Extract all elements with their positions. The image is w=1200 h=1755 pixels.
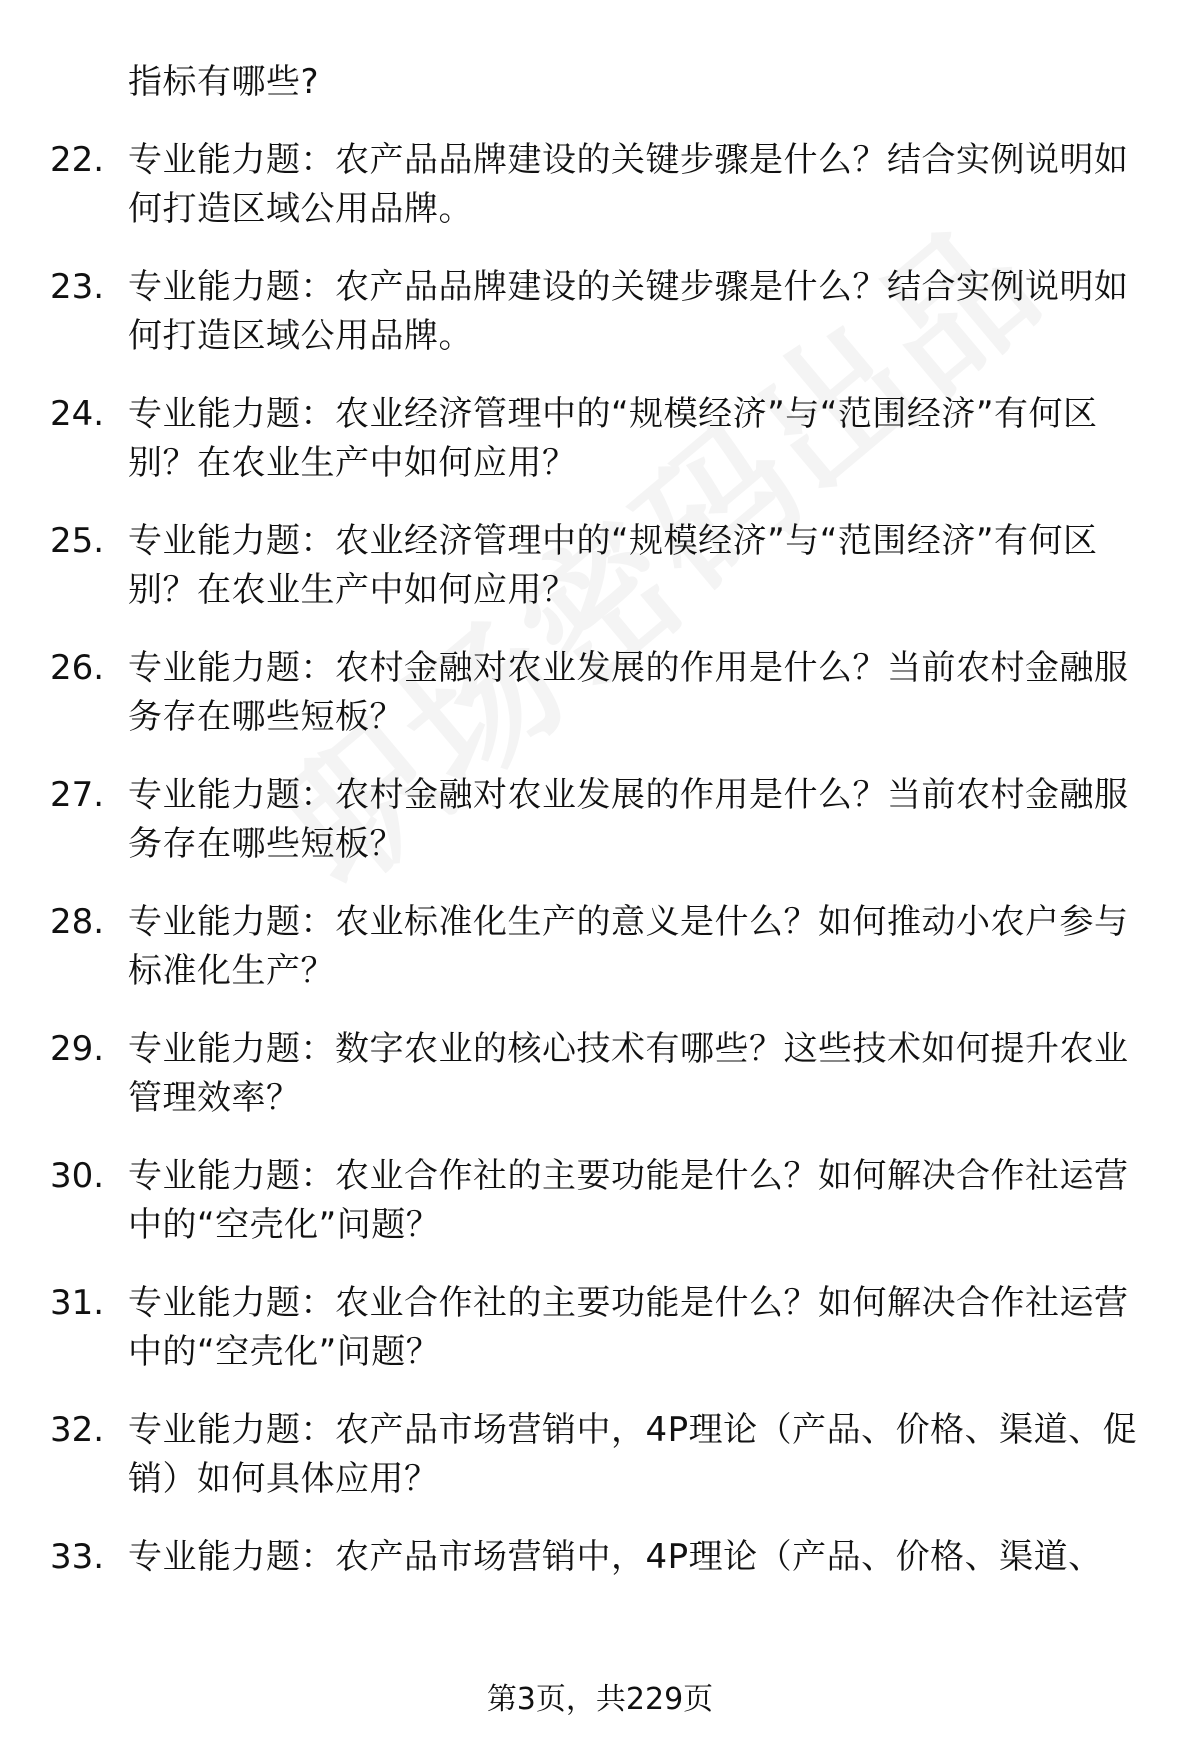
question-number: 32.	[50, 1410, 105, 1450]
question-number: 29.	[50, 1029, 105, 1069]
question-number: 23.	[50, 267, 105, 307]
question-text: 专业能力题：农业标准化生产的意义是什么？如何推动小农户参与标准化生产？	[128, 902, 1129, 991]
list-item	[50, 58, 1140, 107]
list-item	[50, 898, 1140, 996]
question-text: 专业能力题：农业经济管理中的“规模经济”与“范围经济”有何区别？在农业生产中如何应用？	[128, 521, 1098, 610]
question-text: 专业能力题：农产品品牌建设的关键步骤是什么？结合实例说明如何打造区域公用品牌。	[128, 267, 1129, 356]
page-footer: 第3页，共229页	[486, 1682, 714, 1717]
question-number: 24.	[50, 394, 105, 434]
question-text: 专业能力题：数字农业的核心技术有哪些？这些技术如何提升农业管理效率？	[128, 1029, 1129, 1118]
list-item	[50, 1406, 1140, 1504]
question-text: 专业能力题：农业合作社的主要功能是什么？如何解决合作社运营中的“空壳化”问题？	[128, 1283, 1129, 1372]
list-item	[50, 1279, 1140, 1377]
question-text: 专业能力题：农业合作社的主要功能是什么？如何解决合作社运营中的“空壳化”问题？	[128, 1156, 1129, 1245]
list-item	[50, 263, 1140, 361]
list-item	[50, 771, 1140, 869]
question-number: 22.	[50, 140, 105, 180]
question-number: 30.	[50, 1156, 105, 1196]
list-item	[50, 1152, 1140, 1250]
question-text: 专业能力题：农村金融对农业发展的作用是什么？当前农村金融服务存在哪些短板？	[128, 775, 1129, 864]
question-text: 专业能力题：农产品品牌建设的关键步骤是什么？结合实例说明如何打造区域公用品牌。	[128, 140, 1129, 229]
list-item	[50, 136, 1140, 234]
question-number: 31.	[50, 1283, 105, 1323]
question-number: 28.	[50, 902, 105, 942]
list-item	[50, 1025, 1140, 1123]
question-number: 33.	[50, 1537, 105, 1577]
question-number: 25.	[50, 521, 105, 561]
question-list	[50, 58, 1140, 1611]
question-text: 专业能力题：农村金融对农业发展的作用是什么？当前农村金融服务存在哪些短板？	[128, 648, 1129, 737]
question-text: 专业能力题：农业经济管理中的“规模经济”与“范围经济”有何区别？在农业生产中如何应用？	[128, 394, 1098, 483]
list-item	[50, 644, 1140, 742]
question-number: 27.	[50, 775, 105, 815]
question-text: 专业能力题：农产品市场营销中，4P理论（产品、价格、渠道、	[128, 1537, 1103, 1577]
question-text: 指标有哪些?	[128, 62, 320, 102]
question-text: 专业能力题：农产品市场营销中，4P理论（产品、价格、渠道、促销）如何具体应用？	[128, 1410, 1138, 1499]
list-item	[50, 1533, 1140, 1582]
question-number: 26.	[50, 648, 105, 688]
list-item	[50, 390, 1140, 488]
list-item	[50, 517, 1140, 615]
